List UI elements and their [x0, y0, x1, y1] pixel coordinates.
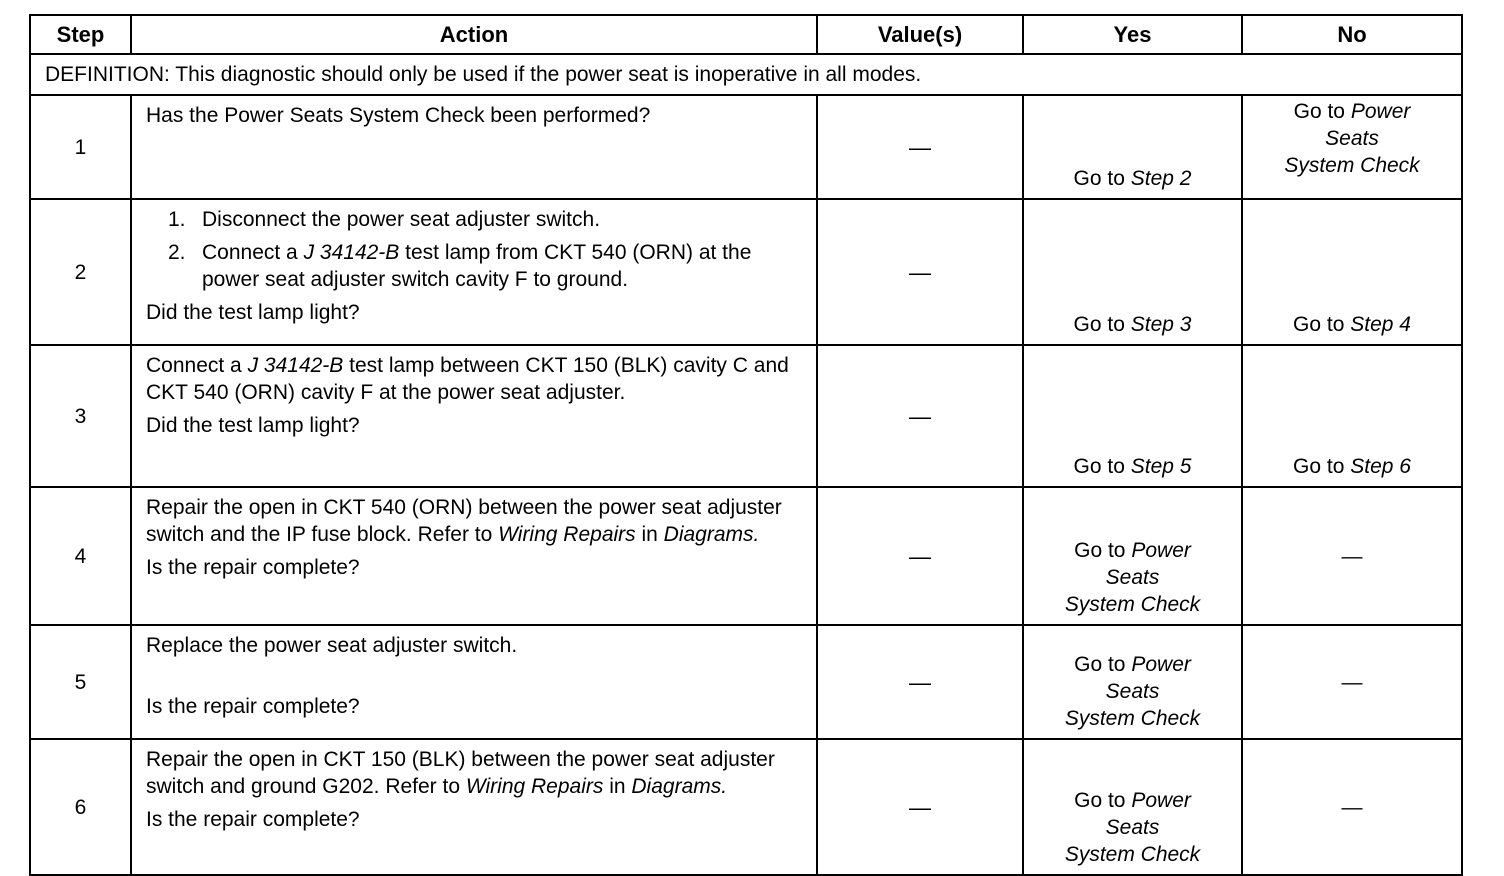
yes-cell: [1023, 199, 1242, 345]
goto-label: Go to: [1074, 539, 1126, 562]
list-text: [202, 239, 806, 293]
header-row: [30, 15, 1462, 54]
action-question: Is the repair complete?: [146, 556, 360, 579]
yes-link[interactable]: Step 2: [1130, 167, 1192, 190]
action-list-item: [146, 206, 806, 233]
doc-ref[interactable]: Wiring Repairs: [498, 523, 636, 546]
action-question: Did the test lamp light?: [146, 301, 360, 324]
action-text: Replace the power seat adjuster switch.: [146, 634, 518, 657]
goto-label: Go to: [1073, 313, 1125, 336]
value-cell: —: [817, 345, 1023, 487]
action-cell: [131, 95, 817, 199]
step-number: 3: [30, 345, 131, 487]
no-cell: —: [1242, 487, 1462, 625]
action-text-part: in: [603, 775, 632, 798]
header-action: Action: [131, 15, 817, 54]
yes-cell: [1023, 739, 1242, 875]
doc-ref[interactable]: Diagrams.: [631, 775, 728, 798]
yes-link-line2[interactable]: Seats: [1105, 816, 1160, 839]
goto-label: Go to: [1074, 789, 1126, 812]
no-cell: —: [1242, 739, 1462, 875]
yes-link-line2[interactable]: Seats: [1105, 566, 1160, 589]
header-values: Value(s): [817, 15, 1023, 54]
action-text-part: Connect a: [146, 354, 248, 377]
doc-ref[interactable]: Wiring Repairs: [465, 775, 604, 798]
action-text-part: Repair the open in CKT 150 (BLK) between the power seat adjuster switch and ground G202. Refer to: [146, 748, 775, 798]
action-text-part: in: [635, 523, 664, 546]
yes-cell: [1023, 487, 1242, 625]
goto-label: Go to: [1293, 455, 1345, 478]
yes-link-line1[interactable]: Power: [1131, 653, 1191, 676]
goto-label: Go to: [1074, 653, 1126, 676]
action-text-part: Repair the open in CKT 540 (ORN) between the power seat adjuster switch and the IP fuse block. Refer to: [146, 496, 782, 546]
action-text: Has the Power Seats System Check been performed?: [146, 104, 651, 127]
action-text: [146, 494, 806, 548]
yes-link-line1[interactable]: Power: [1131, 789, 1191, 812]
yes-cell: [1023, 95, 1242, 199]
value-cell: —: [817, 625, 1023, 739]
header-no: No: [1242, 15, 1462, 54]
header-yes: Yes: [1023, 15, 1242, 54]
definition-row: [30, 54, 1462, 95]
no-cell: [1242, 95, 1462, 199]
value-cell: —: [817, 487, 1023, 625]
yes-link-line3[interactable]: System Check: [1064, 843, 1201, 866]
yes-link[interactable]: Step 5: [1130, 455, 1192, 478]
no-cell: [1242, 345, 1462, 487]
action-text: [146, 746, 806, 800]
step-number: 6: [30, 739, 131, 875]
action-text-part: test lamp between CKT 150 (BLK) cavity C and CKT 540 (ORN) cavity F at the power seat adjuster.: [146, 354, 789, 404]
no-link[interactable]: Step 4: [1350, 313, 1411, 336]
list-text: Disconnect the power seat adjuster switch.: [202, 208, 601, 231]
action-cell: [131, 345, 817, 487]
action-cell: [131, 625, 817, 739]
step-number: 2: [30, 199, 131, 345]
no-link-line1[interactable]: Power: [1350, 100, 1411, 123]
goto-label: Go to: [1293, 100, 1345, 123]
action-cell: [131, 739, 817, 875]
tool-ref: J 34142-B: [247, 354, 344, 377]
table-row: [30, 739, 1462, 875]
table-row: [30, 95, 1462, 199]
action-question: Is the repair complete?: [146, 695, 360, 718]
list-text-part: test lamp from CKT 540 (ORN) at the power seat adjuster switch cavity F to ground.: [202, 241, 752, 291]
yes-cell: [1023, 345, 1242, 487]
list-number: 1.: [168, 208, 186, 231]
yes-link-line2[interactable]: Seats: [1105, 680, 1160, 703]
action-text: [146, 352, 806, 406]
table-row: [30, 625, 1462, 739]
table-row: [30, 487, 1462, 625]
value-cell: —: [817, 95, 1023, 199]
header-step: Step: [30, 15, 131, 54]
doc-ref[interactable]: Diagrams.: [663, 523, 760, 546]
yes-link-line3[interactable]: System Check: [1064, 707, 1201, 730]
no-link-line3[interactable]: System Check: [1284, 154, 1420, 177]
no-link[interactable]: Step 6: [1350, 455, 1411, 478]
yes-link-line1[interactable]: Power: [1131, 539, 1191, 562]
no-cell: [1242, 199, 1462, 345]
goto-label: Go to: [1293, 313, 1345, 336]
step-number: 5: [30, 625, 131, 739]
no-cell: —: [1242, 625, 1462, 739]
action-wrap: [146, 632, 806, 720]
value-cell: —: [817, 739, 1023, 875]
goto-label: Go to: [1073, 455, 1125, 478]
list-text-part: Connect a: [202, 241, 304, 264]
step-number: 1: [30, 95, 131, 199]
action-list-item: [146, 239, 806, 293]
goto-label: Go to: [1073, 167, 1125, 190]
table-row: [30, 345, 1462, 487]
yes-link-line3[interactable]: System Check: [1064, 593, 1201, 616]
step-number: 4: [30, 487, 131, 625]
list-number: 2.: [168, 241, 186, 264]
tool-ref: J 34142-B: [303, 241, 400, 264]
action-cell: [131, 487, 817, 625]
definition-text: DEFINITION: This diagnostic should only be used if the power seat is inoperative in all modes.: [30, 54, 1462, 95]
value-cell: —: [817, 199, 1023, 345]
action-question: Is the repair complete?: [146, 808, 360, 831]
table-row: [30, 199, 1462, 345]
no-link-line2[interactable]: Seats: [1325, 127, 1379, 150]
yes-link[interactable]: Step 3: [1130, 313, 1192, 336]
action-cell: [131, 199, 817, 345]
yes-cell: [1023, 625, 1242, 739]
action-question: Did the test lamp light?: [146, 414, 360, 437]
diagnostic-table: [29, 14, 1463, 876]
